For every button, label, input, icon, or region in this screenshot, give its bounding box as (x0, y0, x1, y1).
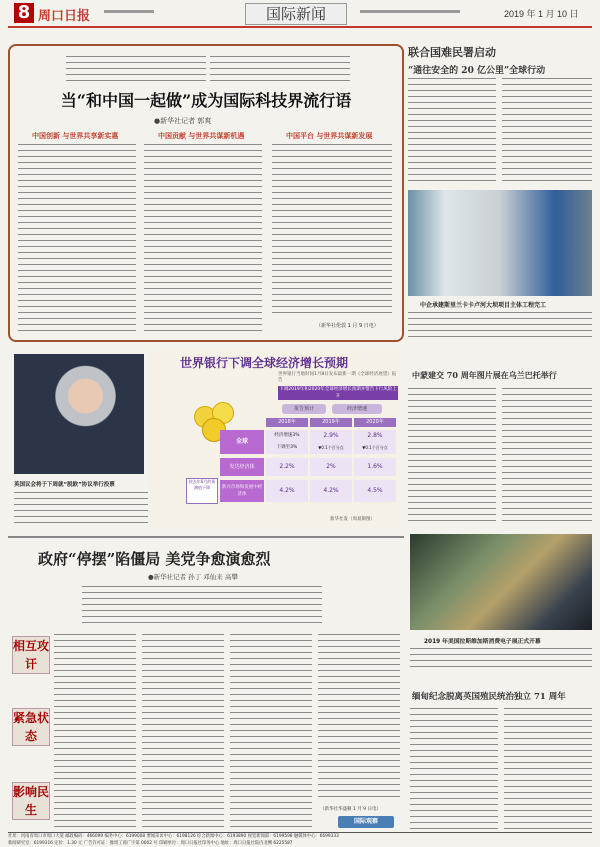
row-label-1: 发达经济体 (220, 458, 264, 476)
chart-table (190, 418, 396, 514)
tag-emergency: 紧急状态 (12, 708, 50, 746)
myanmar-column-1 (410, 706, 498, 830)
right-top-article (408, 44, 592, 186)
myanmar-column-2 (504, 706, 592, 830)
lead-headline: 当“和中国一起做”成为国际科技界流行语 (60, 91, 352, 110)
right-mid-headline: 中蒙建交 70 周年图片展在乌兰巴托举行 (412, 370, 557, 380)
chart-header-right: 经济增速 (332, 404, 382, 414)
masthead (0, 0, 600, 26)
cell-0-1: 2.9% (310, 430, 352, 442)
ces-photo-caption: 2019 年美国拉斯维加斯消费电子展正式开幕 (424, 639, 541, 645)
masthead-editor-line (104, 10, 154, 13)
right-top-column-2 (502, 76, 592, 184)
right-mid-column-1 (408, 386, 496, 522)
politics-byline: ●新华社记者 孙丁 邓仙来 高攀 (148, 573, 238, 581)
ces-photo-caption-text (410, 646, 592, 670)
footer-line-1: 社址：河南省周口市周口大道 邮政编码：466099 编务中心：6199008 要闻采访中心：6198126 综合新闻中心：6193890 视觉新闻部：6199598 融媒体中心：6699333 (8, 834, 339, 839)
cell-sub-0-2: ▼0.1个百分点 (354, 442, 396, 454)
lead-column-1 (18, 142, 136, 332)
masthead-contact-line (360, 10, 460, 13)
politics-credit: （新华社华盛顿 1 月 9 日电） (320, 807, 381, 812)
chart-title: 世界银行下调全球经济增长预期 (180, 356, 349, 370)
lead-credit: （新华社伦敦 1 月 9 日电） (316, 323, 379, 329)
footer-line-2: 新闻研究室：6199316 定价：1.30 元 广告许可证：豫周工商广字第 0002 号 印刷单位：周口日报社印务中心 地址：周口日报社院内北侧 6225587 (8, 841, 293, 846)
right-mid-column-2 (502, 386, 592, 522)
right-top-headline-2: “通往安全的 20 亿公里”全球行动 (408, 66, 546, 76)
politics-article (8, 536, 404, 832)
page-number: 8 (14, 3, 34, 23)
cell-2-2: 4.5% (354, 480, 396, 502)
col-header-1: 2019年 (310, 418, 352, 427)
chart-source: 新华社发（周易制图） (330, 517, 375, 522)
cell-2-0: 4.2% (266, 480, 308, 502)
issue-date: 2019 年 1 月 10 日 (504, 9, 579, 19)
cell-1-2: 1.6% (354, 458, 396, 476)
dam-photo (408, 190, 592, 296)
politics-column-1 (54, 632, 136, 828)
col-header-2: 2020年 (354, 418, 396, 427)
masthead-rule (8, 26, 592, 28)
lead-subhead-1: 中国创新 与世界共享新实惠 (32, 132, 119, 140)
politics-headline: 政府“停摆”陷僵局 美党争愈演愈烈 (38, 550, 271, 568)
uk-politician-photo (14, 354, 144, 474)
paper-name: 周口日报 (38, 9, 91, 24)
politics-column-2 (142, 632, 224, 828)
tag-livelihood: 影响民生 (12, 782, 50, 820)
myanmar-headline: 缅甸纪念脱离英国殖民统治独立 71 周年 (412, 692, 566, 702)
ces-photo (410, 534, 592, 630)
lead-article (8, 44, 404, 342)
cell-2-1: 4.2% (310, 480, 352, 502)
cell-0-0: 经济增速3% (266, 430, 308, 442)
section-name: 国际新闻 (245, 3, 347, 25)
lead-byline: ●新华社记者 郭爽 (154, 117, 212, 125)
lead-column-3 (272, 142, 392, 318)
chart-header-left: 报告预计 (282, 404, 326, 414)
lead-subhead-2: 中国贡献 与世界共谋新机遇 (158, 132, 245, 140)
cell-sub-0-0: 下调至3% (266, 442, 308, 454)
col-header-0: 2018年 (266, 418, 308, 427)
row-label-2: 新兴市场和发展中经济体 (220, 480, 264, 502)
tag-mutual-attack: 相互攻讦 (12, 636, 50, 674)
lead-column-2 (144, 142, 262, 332)
intl-watch-logo: 国际观察 (338, 816, 394, 828)
chart-left-note: 较去年6月的预测值下调 (186, 478, 218, 504)
chart-note: 下调2019年和2020年全球经济增长预期并警告下行风险上升 (279, 387, 397, 399)
cell-1-0: 2.2% (266, 458, 308, 476)
uk-photo-caption: 英国议会将于下周就“脱欧”协议举行投票 (14, 482, 115, 488)
right-top-column-1 (408, 76, 496, 184)
lead-intro-text-2 (210, 54, 350, 84)
chart-subtitle: 世界银行当地时间1月8日发布最新一期《全球经济展望》报告 (278, 372, 397, 383)
world-bank-chart (150, 350, 400, 528)
politics-intro (82, 584, 322, 626)
dam-photo-caption: 中企承建斯里兰卡卡卢河大坝项目主体工程完工 (420, 302, 547, 309)
dam-photo-caption-text (408, 310, 592, 340)
cell-0-2: 2.8% (354, 430, 396, 442)
lead-intro-text (66, 54, 206, 84)
row-label-0: 全球 (220, 430, 264, 454)
right-top-headline-1: 联合国难民署启动 (408, 46, 496, 59)
politics-column-3 (230, 632, 312, 828)
cell-1-1: 2% (310, 458, 352, 476)
lead-subhead-3: 中国平台 与世界共谋新发展 (286, 132, 373, 140)
uk-photo-caption-text (14, 490, 148, 524)
politics-column-4 (318, 632, 400, 802)
cell-sub-0-1: ▼0.1个百分点 (310, 442, 352, 454)
